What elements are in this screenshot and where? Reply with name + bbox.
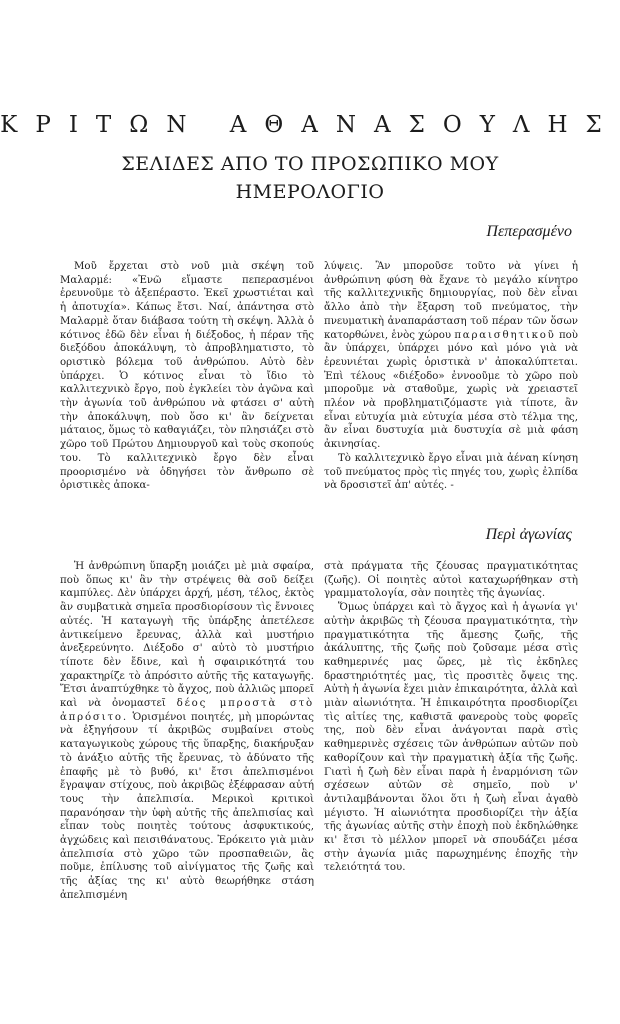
page-title bbox=[0, 150, 620, 206]
section1-left-column bbox=[60, 260, 314, 493]
section-heading-peri-agonias: Περὶ ἀγωνίας bbox=[485, 526, 572, 543]
paragraph: λύψεις. Ἂν μποροῦσε τοῦτο νὰ γίνει ἡ ἀνθρώπινη φύση θὰ ἔχανε τὸ μεγάλο κίνητρο τῆς καλλιτεχνικῆς δημιουργίας, ποὺ δὲν εἶναι ἄλλο ἀπὸ τὴν ἔξαρση τοῦ πνεύματος, τὴν πνευματικὴ ἀναπαράσταση τοῦ πέραν τῶν ὅσων κατορθώνει, ἑνὸς χώρου παραισθητικοῦ ποὺ ἂν ὑπάρχει, ὑπάρχει μόνο καὶ μόνο γιὰ νὰ ἐρευνιέται χωρὶς ὁριστικὰ ν' ἀποκαλύπτεται. Ἐπὶ τέλους «διέξοδο» ἐννοοῦμε τὸ χῶρο ποὺ μποροῦμε νὰ σταθοῦμε, χωρὶς νὰ χρειαστεῖ πλέον νὰ προβληματιζόμαστε γιὰ τίποτε, ἂν εἶναι εὐτυχία μιὰ εὐτυχία μέσα στὸ τέλμα της, ἂν εἶναι δυστυχία μιὰ δυστυχία σὲ μιὰ φάση ἀκινησίας. bbox=[324, 261, 578, 451]
title-line-2: ΗΜΕΡΟΛΟΓΙΟ bbox=[235, 181, 385, 203]
section2-right-column bbox=[324, 560, 578, 875]
section-heading-peperasmeno: Πεπερασμένο bbox=[486, 223, 572, 240]
paragraph: Ὅμως ὑπάρχει καὶ τὸ ἄγχος καὶ ἡ ἀγωνία γι' αὐτὴν ἀκριβῶς τὴ ζέουσα πραγματικότητα, τὴν πραγματικότητα τῆς ἄμεσης ζωῆς, τῆς ἀκάλυπτης, τῆς ζωῆς ποὺ ζοῦσαμε μέσα στὶς καθημερινές μας ὥρες, μὲ τὶς ἐκδηλες δραστηριότητές μας, τὶς προσιτὲς ὄψεις της. Αὐτὴ ἡ ἀγωνία ἔχει μιὰν ἐπικαιρότητα, ἀλλὰ καὶ μιὰν αἰωνιότητα. Ἡ ἐπικαιρότητα προσδιορίζει τὶς αἰτίες της, καθιστᾶ φανεροὺς τοὺς φορεῖς της, ποὺ δὲν εἶναι ἀνάγονται παρὰ στὶς καθημερινὲς σχέσεις τῶν ἀνθρώπων αὐτῶν ποὺ καθορίζουν καὶ τὴν πραγματικὴ ἀξία τῆς ζωῆς. Γιατὶ ἡ ζωὴ δὲν εἶναι παρὰ ἡ ἐναρμόνιση τῶν σχέσεων αὐτῶν σὲ σημεῖο, ποὺ ν' ἀντιλαμβάνονται ὅλοι ὅτι ἡ ζωὴ εἶναι ἀγαθὸ μέγιστο. Ἡ αἰωνιότητα προσδιορίζει τὴν ἀξία τῆς ἀγωνίας αὐτῆς στὴν ἐποχὴ ποὺ ἐκδηλώθηκε κι' ἔτσι τὸ μέλλον μπορεῖ νὰ σπουδάζει μέσα στὴν ἀγωνία μιᾶς παρωχημένης ἐποχῆς τὴν τελειότητά του. bbox=[324, 602, 578, 874]
author-name: ΚΡΙΤΩΝ ΑΘΑΝΑΣΟΥΛΗΣ bbox=[0, 112, 620, 138]
paragraph: Μοῦ ἔρχεται στὸ νοῦ μιὰ σκέψη τοῦ Μαλαρμέ: «Ἐνῶ εἴμαστε πεπερασμένοι ἐρευνοῦμε τὸ ἀξεπέραστο. Ἐκεῖ χρωστιέται καὶ ἡ ἀποτυχία». Κάπως ἔτσι. Ναί, ἀπάντησα στὸ Μαλαρμὲ ὅταν διάβασα τούτη τὴ σκέψη. Ἀλλὰ ὁ κότινος ἐδῶ δὲν εἶναι ἡ διέξοδος, ἡ πέραν τῆς διεξόδου ἀποκάλυψη, τὸ ἀπροβληματιστο, τὸ οριστικὸ βόλεμα τοῦ ἀνθρώπου. Αὐτὸ δὲν ὑπάρχει. Ὁ κότινος εἶναι τὸ ἴδιο τὸ καλλιτεχνικὸ ἔργο, ποὺ ἐγκλείει τὸν ἀγῶνα καὶ τὴν ἀγωνία τοῦ ἀνθρώπου νὰ φτάσει σ' αὐτὴ τὴν ἀποκάλυψη, ποὺ ὅσο κι' ἂν δείχνεται μάταιος, ὅμως τὸ καθαγιάζει, τὸν πλησιάζει στὸ χῶρο τοῦ Πρώτου Δημιουργοῦ καὶ τοὺς σκοπούς του. Τὸ καλλιτεχνικὸ ἔργο δὲν εἶναι προορισμένο νὰ ὁδηγήσει τὸν ἄνθρωπο σὲ ὁριστικὲς ἀποκα- bbox=[60, 261, 314, 492]
section1-right-column bbox=[324, 260, 578, 493]
title-line-1: ΣΕΛΙΔΕΣ ΑΠΟ ΤΟ ΠΡΟΣΩΠΙΚΟ ΜΟΥ bbox=[121, 153, 499, 175]
paragraph: Ἡ ἀνθρώπινη ὕπαρξη μοιάζει μὲ μιὰ σφαίρα, ποὺ ὅπως κι' ἂν τὴν στρέψεις θὰ σοῦ δείξει καμπύλες. Δὲν ὑπάρχει ἀρχή, μέση, τέλος, ἐκτὸς ἂν συμβατικὰ σημεῖα προσδιορίσουν τὶς ἔννοιες αὐτές. Ἡ καταγωγὴ τῆς ὑπάρξης ἀπετέλεσε ἀντικείμενο ἔρευνας, ἀλλὰ καὶ μυστήριο ἀνεξερεύνητο. Διέξοδο σ' αὐτὸ τὸ μυστήριο τίποτε δὲν ἔδινε, καὶ ἡ σφαιρικότητά του χαρακτηρίζε τὸ ἀπρόσιτο αὐτῆς τῆς καταγωγῆς. Ἔτσι ἀναπτύχθηκε τὸ ἄγχος, ποὺ ἀλλιῶς μπορεῖ καὶ νὰ ὀνομαστεῖ δέος μπροστὰ στὸ ἀπρόσιτο. Ὁρισμένοι ποιητές, μὴ μπορώντας νὰ ἐξηγήσουν τί ἀκριβῶς συμβαίνει στοὺς καταγωγικοὺς χώρους τῆς ὕπαρξης, διακήρυξαν τὸ ἀνάξιο αὐτῆς τῆς ἔρευνας, τὸ ἀδύνατο τῆς ἐπαφῆς μὲ τὸ βυθό, κι' ἔτσι ἀπελπισμένοι ἔγραψαν στίχους, ποὺ ἀκριβῶς ἐξέφρασαν αὐτή τους τὴν ἀπελπισία. Μερικοὶ κριτικοὶ παρανόησαν τὴν ὑφὴ αὐτῆς τῆς ἀπελπισίας καὶ εἶπαν τοὺς ποιητὲς τούτους ἀσφυκτικούς, ἀγχώδεις καὶ πεισιθάνατους. Ἐρόκειτο γιὰ μιὰν ἀπελπισία στὸ χῶρο τῶν προσπαθειῶν, ἂς ποῦμε, ἐπίλυσης τοῦ αἰνίγματος τῆς ζωῆς καὶ τῆς ἀξίας της κι' αὐτὸ θεωρήθηκε στάση ἀπελπισμένη bbox=[60, 561, 314, 901]
paragraph: Τὸ καλλιτεχνικὸ ἔργο εἶναι μιὰ ἀέναη κίνηση τοῦ πνεύματος πρὸς τὶς πηγές του, χωρὶς ἐλπίδα νὰ δροσιστεῖ ἀπ' αὐτές. - bbox=[324, 452, 578, 492]
section2-left-column bbox=[60, 560, 314, 903]
spaced-emphasis: παραισθητικοῦ bbox=[454, 329, 556, 341]
spaced-emphasis: δέος μπροστὰ στὸ ἀπρόσιτο. bbox=[60, 698, 314, 723]
paragraph: στὰ πράγματα τῆς ζέουσας πραγματικότητας (ζωῆς). Οἱ ποιητὲς αὐτοὶ καταχωρήθηκαν στὴ γραμματολογία, σὰν ποιητὲς τῆς ἀγωνίας. bbox=[324, 561, 578, 600]
